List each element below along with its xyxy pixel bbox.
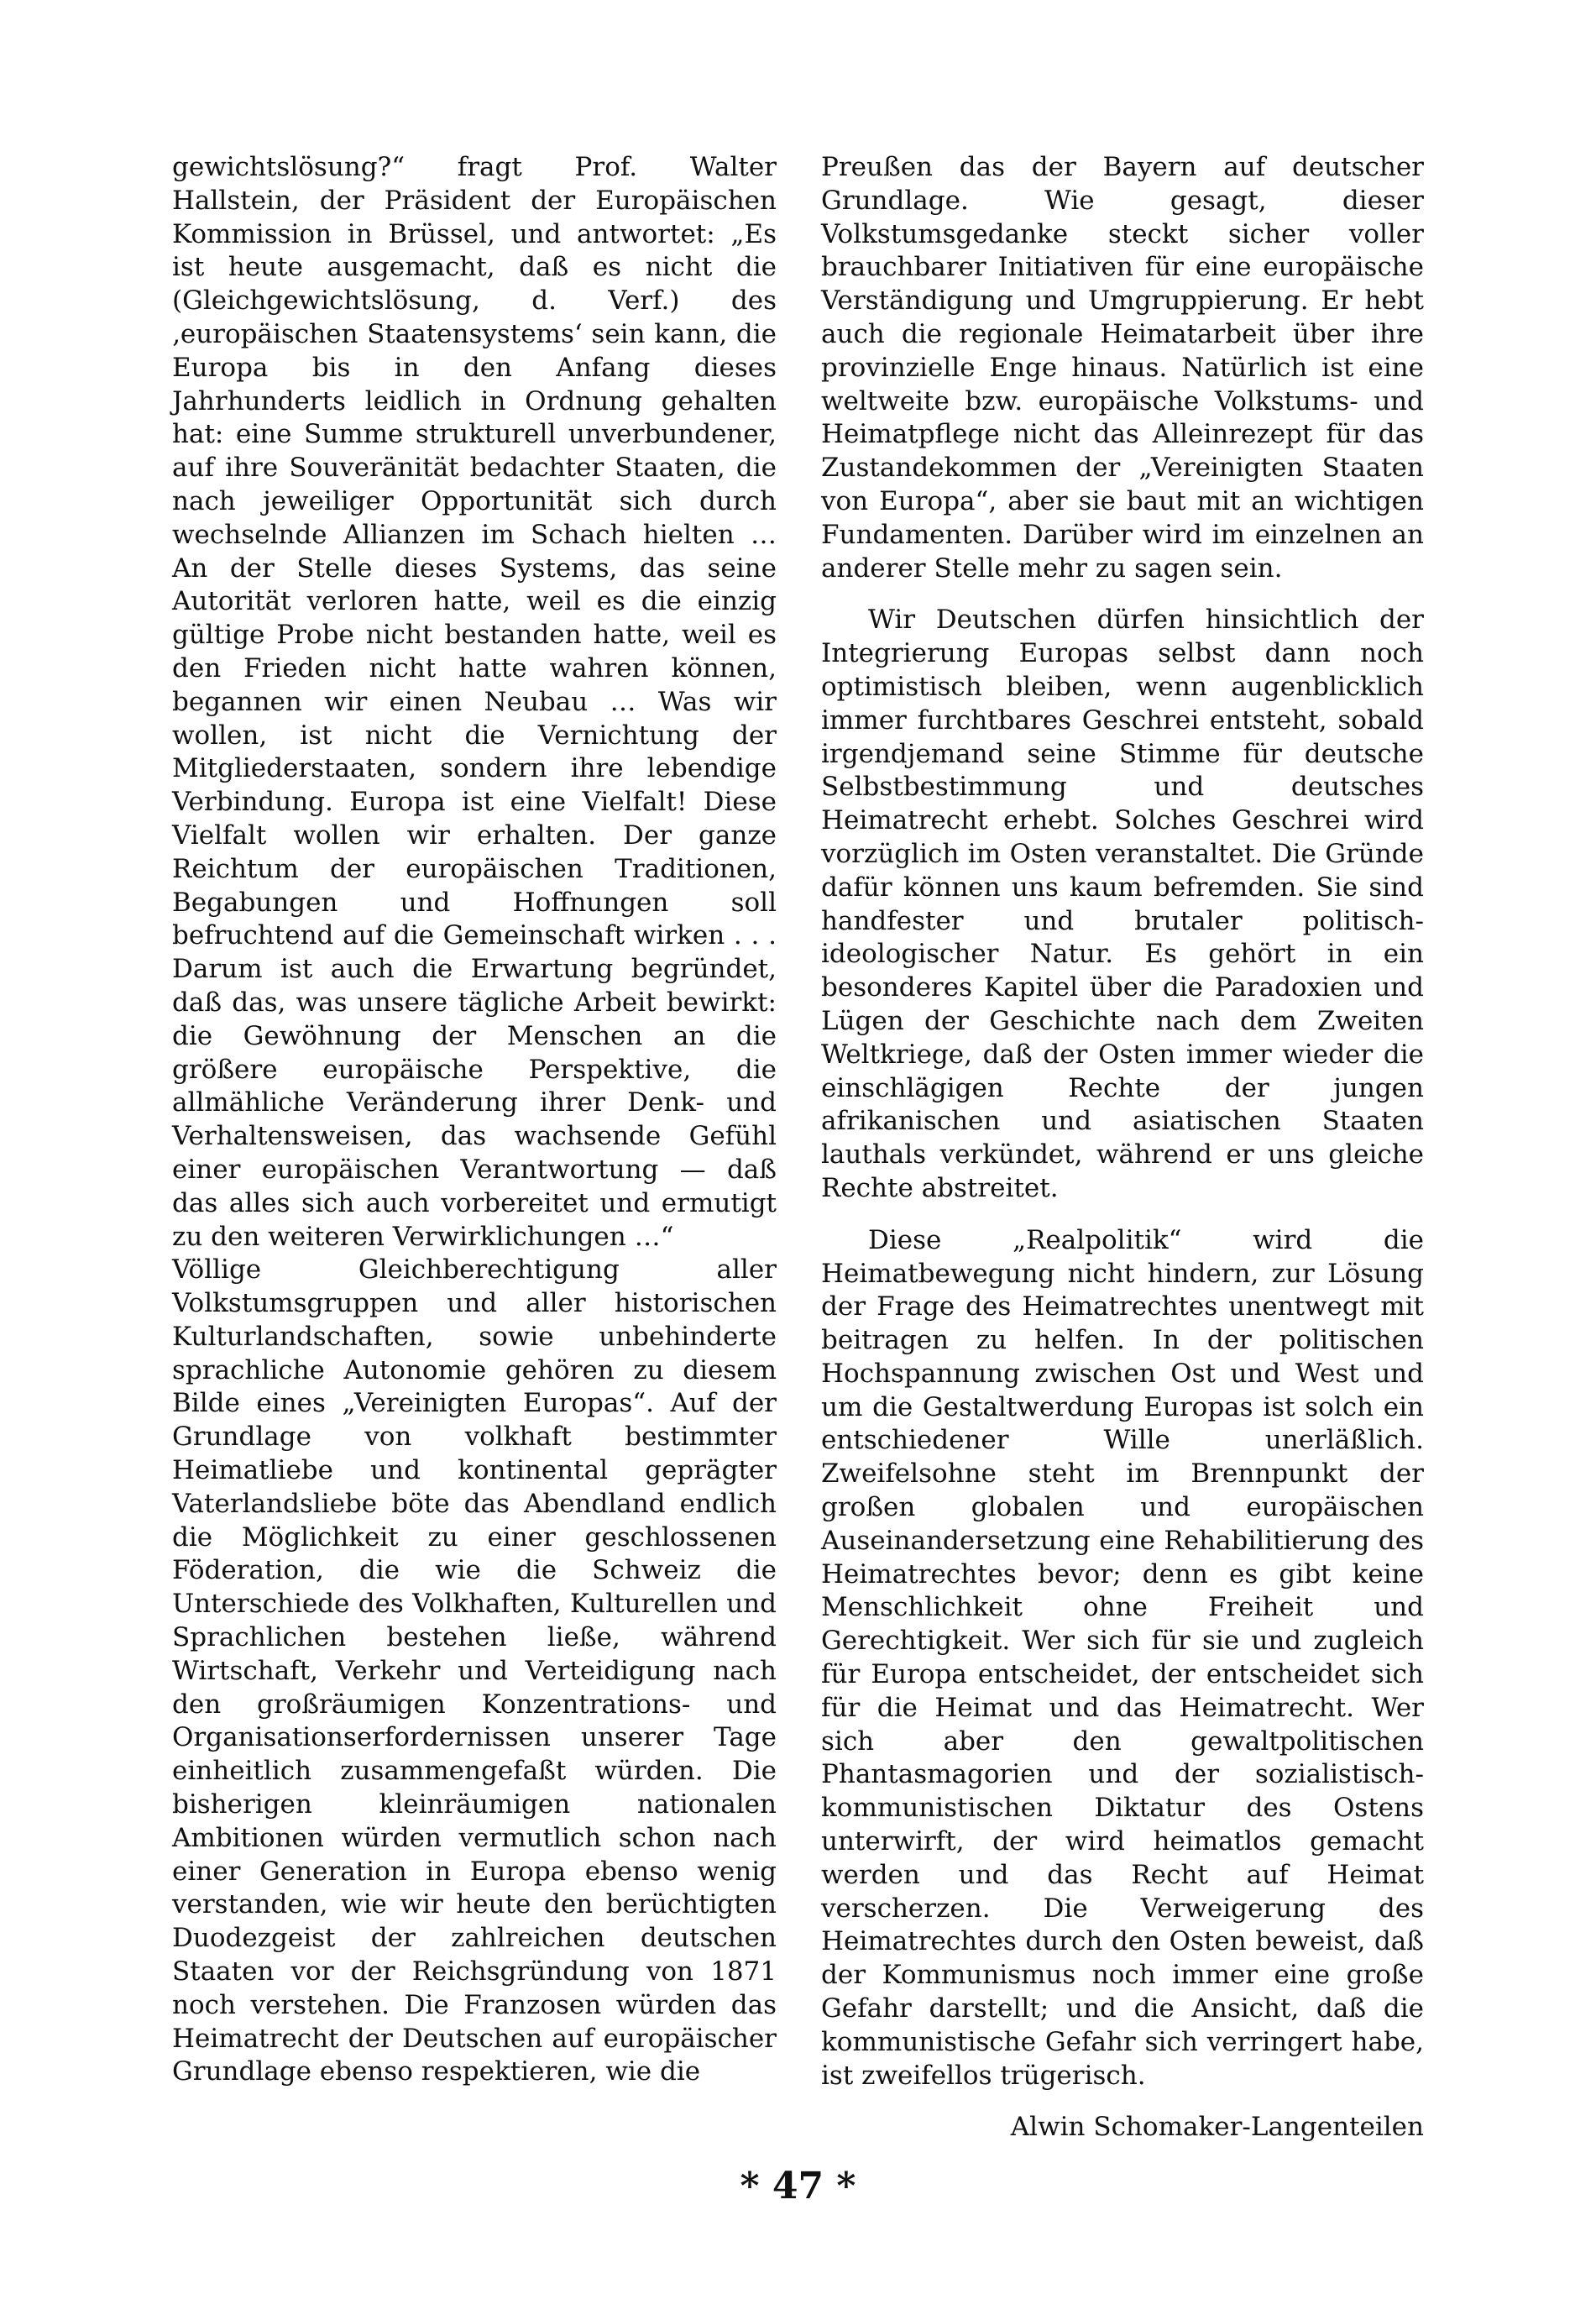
right-column bbox=[821, 151, 1424, 2145]
paragraph-volkstumsgedanke: Preußen das der Bayern auf deutscher Grundlage. Wie gesagt, dieser Volkstumsgedanke steckt sicher voller brauchbarer Initiativen für eine europäische Verständigung und Umgruppierung. Er hebt auch die regionale Heimatarbeit über ihre provinzielle Enge hinaus. Natürlich ist eine weltweite bzw. europäische Volkstums- und Heimatpflege nicht das Alleinrezept für das Zustandekommen der „Vereinigten Staaten von Europa“, aber sie baut mit an wichtigen Fundamenten. Darüber wird im einzelnen an anderer Stelle mehr zu sagen sein. bbox=[821, 152, 1424, 584]
paragraph-vereinigtes-europa: Völlige Gleichberechtigung aller Volkstumsgruppen und aller historischen Kulturlandschaften, sowie unbehinderte sprachliche Autonomie gehören zu diesem Bilde eines „Vereinigten Europas“. Auf der Grundlage von volkhaft bestimmter Heimatliebe und kontinental geprägter Vaterlandsliebe böte das Abendland endlich die Möglichkeit zu einer geschlossenen Föderation, die wie die Schweiz die Unterschiede des Volkhaften, Kulturellen und Sprachlichen bestehen ließe, während Wirtschaft, Verkehr und Verteidigung nach den großräumigen Konzentrations- und Organisationserfordernissen unserer Tage einheitlich zusammengefaßt würden. Die bisherigen kleinräumigen nationalen Ambitionen würden vermutlich schon nach einer Generation in Europa ebenso wenig verstanden, wie wir heute den berüchtigten Duodezgeist der zahlreichen deutschen Staaten vor der Reichsgründung von 1871 noch verstehen. Die Franzosen würden das Heimatrecht der Deutschen auf europäischer Grundlage ebenso respektieren, wie die bbox=[172, 1254, 777, 2087]
author-signature: Alwin Schomaker-Langenteilen bbox=[1010, 2112, 1424, 2143]
page-number: * 47 * bbox=[740, 2165, 856, 2207]
paragraph-hallstein-quote: gewichtslösung?“ fragt Prof. Walter Hallstein, der Präsident der Europäischen Kommission in Brüssel, und antwortet: „Es ist heute ausgemacht, daß es nicht die (Gleichgewichtslösung, d. Verf.) des ‚europäischen Staatensystems‘ sein kann, die Europa bis in den Anfang dieses Jahrhunderts leidlich in Ordnung gehalten hat: eine Summe strukturell unverbundener, auf ihre Souveränität bedachter Staaten, die nach jeweiliger Opportunität sich durch wechselnde Allianzen im Schach hielten … An der Stelle dieses Systems, das seine Autorität verloren hatte, weil es die einzig gültige Probe nicht bestanden hatte, weil es den Frieden nicht hatte wahren können, begannen wir einen Neubau … Was wir wollen, ist nicht die Vernichtung der Mitgliederstaaten, sondern ihre lebendige Verbindung. Europa ist eine Vielfalt! Diese Vielfalt wollen wir erhalten. Der ganze Reichtum der europäischen Traditionen, Begabungen und Hoffnungen soll befruchtend auf die Gemeinschaft wirken . . . Darum ist auch die Erwartung begründet, daß das, was unsere tägliche Arbeit bewirkt: die Gewöhnung der Menschen an die größere europäische Perspektive, die allmähliche Veränderung ihrer Denk- und Verhaltensweisen, das wachsende Gefühl einer europäischen Verantwortung — daß das alles sich auch vorbereitet und ermutigt zu den weiteren Verwirklichungen …“ bbox=[172, 152, 777, 1252]
paragraph-realpolitik: Diese „Realpolitik“ wird die Heimatbewegung nicht hindern, zur Lösung der Frage des Heimatrechtes unentwegt mit beitragen zu helfen. In der politischen Hochspannung zwischen Ost und West und um die Gestaltwerdung Europas ist solch ein entschiedener Wille unerläßlich. Zweifelsohne steht im Brennpunkt der großen globalen und europäischen Auseinandersetzung eine Rehabilitierung des Heimatrechtes bevor; denn es gibt keine Menschlichkeit ohne Freiheit und Gerechtigkeit. Wer sich für sie und zugleich für Europa entscheidet, der entscheidet sich für die Heimat und das Heimatrecht. Wer sich aber den gewaltpolitischen Phantasmagorien und der sozialistisch-kommunistischen Diktatur des Ostens unterwirft, der wird heimatlos gemacht werden und das Recht auf Heimat verscherzen. Die Verweigerung des Heimatrechtes durch den Osten beweist, daß der Kommunismus noch immer eine große Gefahr darstellt; und die Ansicht, daß die kommunistische Gefahr sich verringert habe, ist zweifellos trügerisch. bbox=[821, 1224, 1424, 2091]
paragraph-integrierung-europas: Wir Deutschen dürfen hinsichtlich der Integrierung Europas selbst dann noch optimistisch bleiben, wenn augenblicklich immer furchtbares Geschrei entsteht, sobald irgendjemand seine Stimme für deutsche Selbstbestimmung und deutsches Heimatrecht erhebt. Solches Geschrei wird vorzüglich im Osten veranstaltet. Die Gründe dafür können uns kaum befremden. Sie sind handfester und brutaler politisch-ideologischer Natur. Es gehört in ein besonderes Kapitel über die Paradoxien und Lügen der Geschichte nach dem Zweiten Weltkriege, daß der Osten immer wieder die einschlägigen Rechte der jungen afrikanischen und asiatischen Staaten lauthals verkündet, während er uns gleiche Rechte abstreitet. bbox=[821, 605, 1424, 1203]
left-column bbox=[172, 151, 777, 2089]
